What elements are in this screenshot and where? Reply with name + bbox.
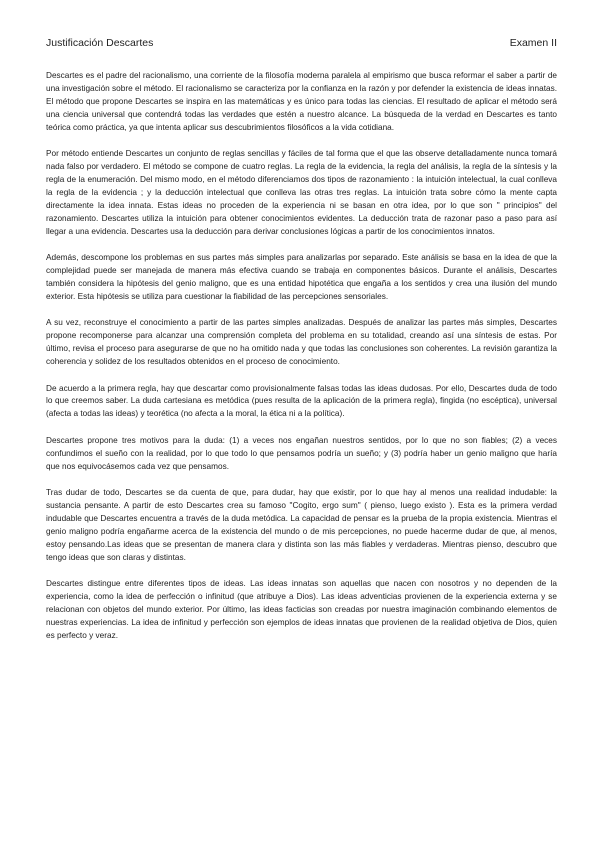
page-header	[46, 36, 557, 50]
paragraph-3: Además, descompone los problemas en sus partes más simples para analizarlas por separado. Este análisis se basa en la idea de que la complejidad puede ser manejada de manera más efectiva cuando se trabaja en componentes básicos. Durante el análisis, Descartes también considera la hipótesis del genio maligno, que es una entidad hipotética que engaña a los sentidos y crea una ilusión del mundo exterior. Esta hipótesis se utiliza para cuestionar la fiabilidad de las percepciones sensoriales.	[46, 253, 557, 301]
paragraph-4: A su vez, reconstruye el conocimiento a partir de las partes simples analizadas. Después de analizar las partes más simples, Descartes propone recomponerse para alcanzar una comprensión completa del problema en su totalidad, creando así una síntesis de estas. Por último, revisa el proceso para asegurarse de que no ha omitido nada y que todas las conclusiones son coherentes. La revisión garantiza la coherencia y solidez de los resultados obtenidos en el proceso de conocimiento.	[46, 318, 557, 366]
document-title: Justificación Descartes	[46, 37, 154, 49]
paragraph-8: Descartes distingue entre diferentes tipos de ideas. Las ideas innatas son aquellas que nacen con nosotros y no dependen de la experiencia, como la idea de perfección o infinitud (que atribuye a Dios). Las ideas adventicias provienen de la experiencia externa y se relacionan con objetos del mundo exterior. Por último, las ideas facticias son creadas por nuestra imaginación combinando elementos de nuestras experiencias. La idea de infinitud y perfección son ejemplos de ideas innatas que provienen de la realidad objetiva de Dios, quien es perfecto y veraz.	[46, 579, 557, 640]
paragraph-6: Descartes propone tres motivos para la duda: (1) a veces nos engañan nuestros sentidos, por lo que no son fiables; (2) a veces confundimos el sueño con la realidad, por lo que todo lo que pensamos podría un sueño; y (3) podría haber un genio maligno que haría que nos equivocásemos cada vez que pensamos.	[46, 435, 557, 471]
paragraph-2: Por método entiende Descartes un conjunto de reglas sencillas y fáciles de tal forma que el que las observe detalladamente nunca tomará nada falso por verdadero. El método se compone de cuatro reglas. La regla de la evidencia, la regla del análisis, la regla de la síntesis y la regla de la enumeración. Del mismo modo, en el método diferenciamos dos tipos de razonamiento : la intuición intelectual, la cual conlleva la regla de la evidencia ; y la deducción intelectual que conlleva las otras tres reglas. La intuición trata sobre cómo la mente capta directamente la idea innata. Estas ideas no proceden de la experiencia ni se basan en otra idea, por lo que son " principios" del razonamiento. Descartes utiliza la intuición para obtener conocimientos evidentes. La deducción trata de razonar paso a paso para así llegar a una evidencia. Descartes usa la deducción para derivar conclusiones lógicas a partir de los conocimientos innatos.	[46, 149, 557, 236]
paragraph-7: Tras dudar de todo, Descartes se da cuenta de que, para dudar, hay que existir, por lo que hay al menos una realidad indudable: la sustancia pensante. A partir de esto Descartes crea su famoso "Cogito, ergo sum" ( pienso, luego existo ). Esta es la primera verdad indudable que Descartes encuentra a través de la duda metódica. La capacidad de pensar es la prueba de la propia existencia. Mientras el genio maligno podría engañarme acerca de la existencia del mundo o de mis percepciones, no puede hacerme dudar de que, al menos, estoy pensando.Las ideas que se presentan de manera clara y distinta son las más fiables y verdaderas. Mientras pienso, descubro que tengo ideas que son claras y distintas.	[46, 488, 557, 562]
paragraph-5: De acuerdo a la primera regla, hay que descartar como provisionalmente falsas todas las ideas dudosas. Por ello, Descartes duda de todo lo que creemos saber. La duda cartesiana es metódica (pues resulta de la aplicación de la primera regla), fingida (no escéptica), universal (afecta a todas las ideas) y teorética (no afecta a la moral, la ética ni a la política).	[46, 383, 557, 419]
document-body	[46, 70, 557, 656]
exam-label: Examen II	[509, 37, 557, 49]
paragraph-1: Descartes es el padre del racionalismo, una corriente de la filosofía moderna paralela al empirismo que busca reformar el saber a partir de una investigación sobre el método. El racionalismo se caracteriza por la confianza en la razón y por defender la existencia de ideas innatas. El método que propone Descartes se inspira en las matemáticas y es único para todas las ciencias. El resultado de aplicar el método será una ciencia universal que contendrá todas las verdades que estén a nuestro alcance. La búsqueda de la verdad en Descartes es tanto teórica como práctica, ya que intenta aplicar sus descubrimientos filosóficos a la vida cotidiana.	[46, 71, 557, 132]
